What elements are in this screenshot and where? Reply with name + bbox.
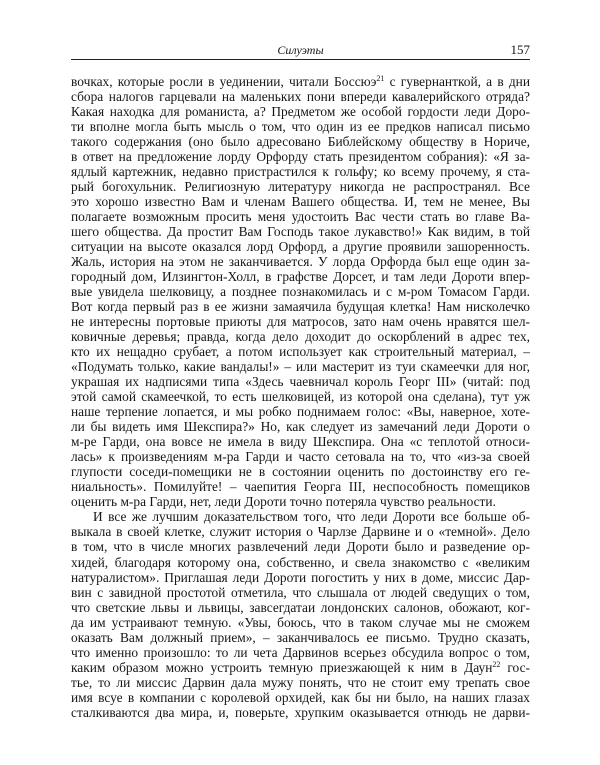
text-segment: хидей, благодаря которому она, собственно, и свела знакомство с «великим <box>71 554 530 570</box>
text-line <box>71 239 530 254</box>
text-line <box>71 104 530 119</box>
page-number: 157 <box>510 42 530 57</box>
text-segment: рый богохульник. Религиозную литературу никогда не распространял. Все <box>71 179 530 195</box>
text-line <box>71 209 530 224</box>
text-segment: Вот когда первый раз в ее жизни замаячила будущая клетка! Нам нисколечко <box>71 299 530 315</box>
header-rule <box>71 59 530 60</box>
text-line <box>71 254 530 269</box>
text-line <box>71 359 530 374</box>
text-line <box>71 374 530 389</box>
running-title: Силуэты <box>277 43 324 57</box>
text-line <box>71 134 530 149</box>
text-line <box>71 344 530 359</box>
text-segment: с гувернанткой, а в дни <box>384 74 530 89</box>
text-segment: ядлый картежник, недавно пристрастился к гольфу; ко всему прочему, я ста- <box>71 164 530 180</box>
text-line <box>71 494 530 509</box>
text-segment: в ответ на предложение лорду Орфорду стать президентом собрания): «Я за- <box>71 149 530 165</box>
text-segment: ковичные деревья; правда, когда дело доходит до оскорблений в адрес тех, <box>71 329 530 345</box>
text-segment: в том, что в числе многих развлечений леди Дороти было и разведение ор- <box>71 539 530 555</box>
footnote-ref[interactable]: 22 <box>492 659 501 669</box>
text-segment: тье, то ли миссис Дарвин дала мужу понять, что не стоит ему трепать свое <box>71 674 530 690</box>
text-line <box>71 179 530 194</box>
text-line <box>71 74 530 89</box>
text-segment: ли бы видеть имя Шекспира?» Но, как следует из замечаний леди Дороти о <box>71 419 530 435</box>
text-segment: Жаль, история на этом не заканчивается. У лорда Орфорда был еще один за- <box>71 254 530 270</box>
text-segment: оценить м-ра Гарди, нет, леди Дороти точно потеряла чувство реальности. <box>71 494 496 510</box>
text-line <box>71 389 530 404</box>
text-segment: сталкиваются два мира, и, поверьте, хрупким оказывается отнюдь не дарви- <box>71 704 530 720</box>
text-segment: вин с завидной простотой отметила, что слышала от людей сведущих о том, <box>71 584 530 600</box>
text-segment: наше терпение лопается, и мы робко поднимаем голос: «Вы, наверное, хоте- <box>71 404 530 420</box>
text-segment: кто их нещадно срубает, а потом использует как строительный материал, – <box>71 344 530 360</box>
text-line <box>71 404 530 419</box>
text-segment: Какая находка для романиста, а? Предметом же особой гордости леди Доро- <box>71 104 530 120</box>
text-segment: м-ре Гарди, она вовсе не имела в виду Шекспира. Она «с теплотой относи- <box>71 434 530 450</box>
text-line <box>71 509 530 524</box>
text-line <box>71 149 530 164</box>
text-line <box>71 419 530 434</box>
text-line <box>71 615 530 630</box>
text-line <box>71 524 530 539</box>
text-segment: вые увидела шелковицу, а позднее познакомилась и с м-ром Томасом Гарди. <box>71 284 530 300</box>
text-line <box>71 585 530 600</box>
text-line <box>71 299 530 314</box>
text-line <box>71 539 530 554</box>
text-line <box>71 690 530 705</box>
text-segment: такого содержания (оно было адресовано Библейскому обществу в Нориче, <box>71 134 530 150</box>
text-segment: выкала в своей клетке, служит история о Чарлзе Дарвине и о «темной». Дело <box>71 524 530 540</box>
text-segment: сбора налогов гарцевали на маленьких пони впереди кавалерийского отряда? <box>71 89 530 105</box>
text-line <box>71 645 530 660</box>
text-segment: натуралистом». Приглашая леди Дороти погостить у них в доме, миссис Дар- <box>71 569 530 585</box>
text-line <box>71 314 530 329</box>
text-line <box>71 555 530 570</box>
text-segment: ниальность». Помилуйте! – чаепития Георга III, неспособность помещиков <box>71 479 530 495</box>
text-segment: что светские львы и львицы, завсегдатаи лондонских салонов, обожают, ког- <box>71 599 530 615</box>
body-text <box>71 74 530 720</box>
text-line <box>71 570 530 585</box>
text-segment: что именно произошло: то ли чета Дарвинов всерьез обсудила вопрос о том, <box>71 644 530 660</box>
text-line <box>71 224 530 239</box>
text-segment: «Подумать только, какие вандалы!» – или мастерит из туи скамеечки для ног, <box>71 359 530 375</box>
text-line <box>71 269 530 284</box>
text-line <box>71 464 530 479</box>
text-line <box>71 479 530 494</box>
text-line <box>71 284 530 299</box>
text-line <box>71 449 530 464</box>
text-segment: И все же лучшим доказательством того, что леди Дороти все больше об- <box>93 509 530 525</box>
text-segment: вочках, которые росли в уединении, читали Боссюэ <box>71 74 377 89</box>
text-segment: полагаете возможным просить меня удостоить Вас чести стать во главе Ва- <box>71 209 530 225</box>
text-line <box>71 119 530 134</box>
text-segment: оказать Вам должный прием», – заканчивалось ее письмо. Трудно сказать, <box>71 629 530 645</box>
text-segment: украшая их надписями типа «Здесь чаевничал король Георг III» (читай: под <box>71 374 530 390</box>
text-segment: не интересны портовые приюты для матросов, зато нам очень нравятся шел- <box>71 314 530 330</box>
text-segment: ситуации на высоте оказался лорд Орфорд, а другие проявили зашоренность. <box>71 239 530 255</box>
text-line <box>71 600 530 615</box>
text-segment: лась» к произведениям м-ра Гарди и часто сетовала на то, что «из-за своей <box>71 449 530 465</box>
footnote-ref[interactable]: 21 <box>376 74 385 83</box>
text-segment: это хорошо известно Вам и членам Вашего общества. И, тем не менее, Вы <box>71 194 530 210</box>
text-line <box>71 194 530 209</box>
text-segment: ти вполне могла быть мысль о том, что один из ее предков написал письмо <box>71 119 530 135</box>
text-line <box>71 164 530 179</box>
text-segment: имя всуе в компании с королевой орхидей, как бы ни было, на наших глазах <box>71 689 530 705</box>
text-line <box>71 660 530 675</box>
text-line <box>71 329 530 344</box>
text-line <box>71 675 530 690</box>
page-header <box>71 42 530 59</box>
text-segment: глупости соседи-помещики не в состоянии оценить по достоинству его ге- <box>71 464 530 480</box>
text-segment: городный дом, Илзингтон-Холл, в графстве Дорсет, и там леди Дороти впер- <box>71 269 530 285</box>
text-segment: шего общества. Да простит Вам Господь такое лукавство!» Как видим, в той <box>71 224 530 240</box>
text-line <box>71 705 530 720</box>
text-line <box>71 434 530 449</box>
text-line <box>71 630 530 645</box>
text-segment: гос- <box>500 659 530 675</box>
text-segment: этой самой скамеечкой, то есть шелковицей, из которой она сделана), тут уж <box>71 389 530 405</box>
text-segment: да им устраивают темную. «Увы, боюсь, что в таком случае мы не сможем <box>71 614 530 630</box>
text-line <box>71 89 530 104</box>
text-segment: каким образом можно устроить темную приезжающей к ним в Даун <box>71 659 493 675</box>
